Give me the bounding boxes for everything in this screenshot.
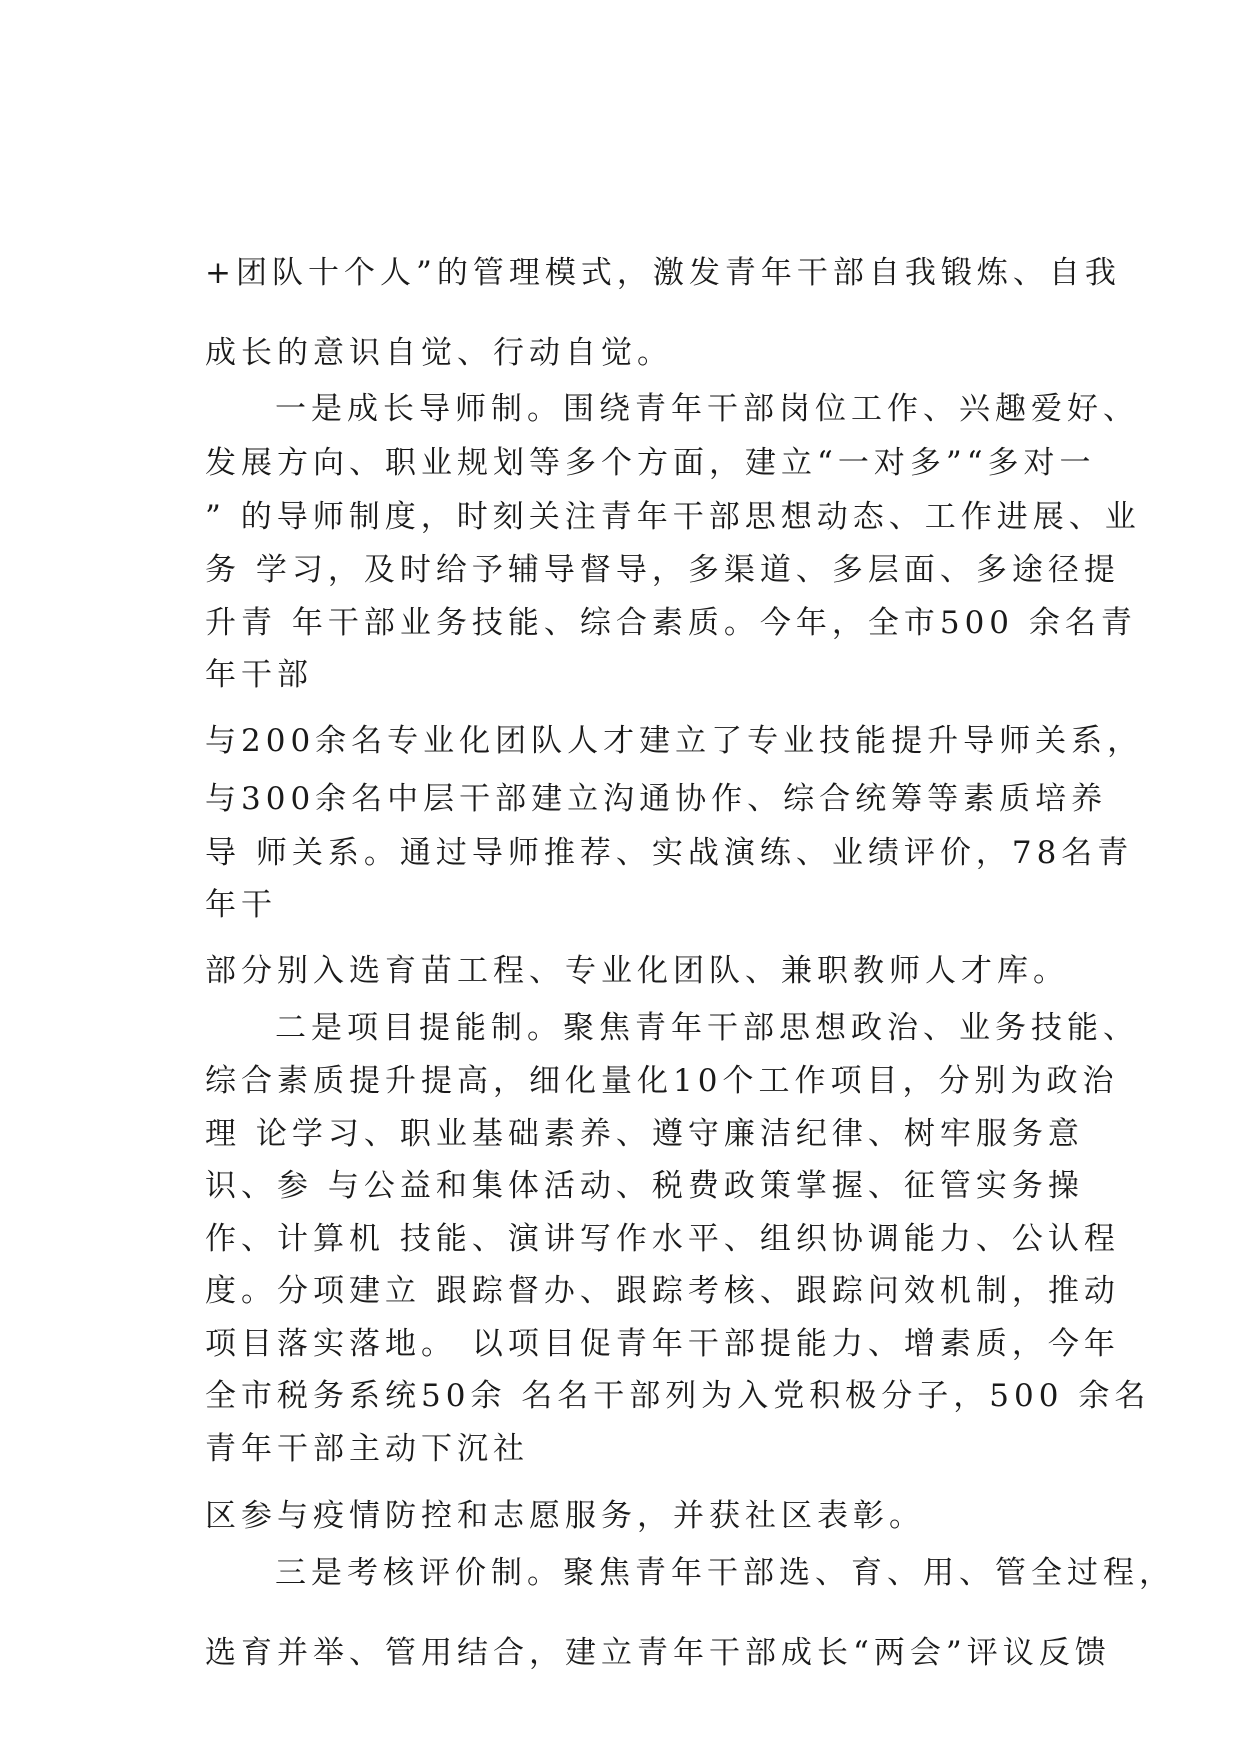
text-line: 导 师关系。通过导师推荐、实战演练、业绩评价，78名青	[205, 835, 1134, 871]
text-line: 区参与疫情防控和志愿服务，并获社区表彰。	[205, 1498, 925, 1534]
text-line: 项目落实落地。 以项目促青年干部提能力、增素质，今年	[205, 1326, 1120, 1362]
text-line: 部分别入选育苗工程、专业化团队、兼职教师人才库。	[205, 953, 1069, 989]
text-line: 全市税务系统50余 名名干部列为入党积极分子，500 余名	[205, 1378, 1151, 1414]
text-line: 理 论学习、职业基础素养、遵守廉洁纪律、树牢服务意	[205, 1116, 1084, 1152]
text-line: 识、参 与公益和集体活动、税费政策掌握、征管实务操	[205, 1168, 1084, 1204]
text-line: 发展方向、职业规划等多个方面，建立“一对多”“多对一	[205, 445, 1096, 481]
text-line: 年干	[205, 887, 277, 923]
text-line: 与300余名中层干部建立沟通协作、综合统筹等素质培养	[205, 781, 1108, 817]
text-line: 青年干部主动下沉社	[205, 1431, 529, 1467]
text-line: ” 的导师制度，时刻关注青年干部思想动态、工作进展、业	[205, 499, 1141, 535]
text-line: 选育并举、管用结合，建立青年干部成长“两会”评议反馈	[205, 1635, 1111, 1671]
text-line: 升青 年干部业务技能、综合素质。今年，全市500 余名青	[205, 605, 1137, 641]
text-line: 度。分项建立 跟踪督办、跟踪考核、跟踪问效机制，推动	[205, 1273, 1120, 1309]
text-line: +团队十个人”的管理模式，激发青年干部自我锻炼、自我	[205, 255, 1121, 291]
text-line: 综合素质提升提高，细化量化10个工作项目，分别为政治	[205, 1063, 1119, 1099]
paragraph-first-line: 三是考核评价制。聚焦青年干部选、育、用、管全过程，	[275, 1555, 1175, 1591]
text-line: 年干部	[205, 657, 313, 693]
text-line: 与200余名专业化团队人才建立了专业技能提升导师关系，	[205, 723, 1144, 759]
text-line: 作、计算机 技能、演讲写作水平、组织协调能力、公认程	[205, 1221, 1120, 1257]
text-line: 务 学习，及时给予辅导督导，多渠道、多层面、多途径提	[205, 552, 1120, 588]
paragraph-first-line: 一是成长导师制。围绕青年干部岗位工作、兴趣爱好、	[275, 391, 1139, 427]
text-line: 成长的意识自觉、行动自觉。	[205, 335, 673, 371]
paragraph-first-line: 二是项目提能制。聚焦青年干部思想政治、业务技能、	[275, 1010, 1139, 1046]
